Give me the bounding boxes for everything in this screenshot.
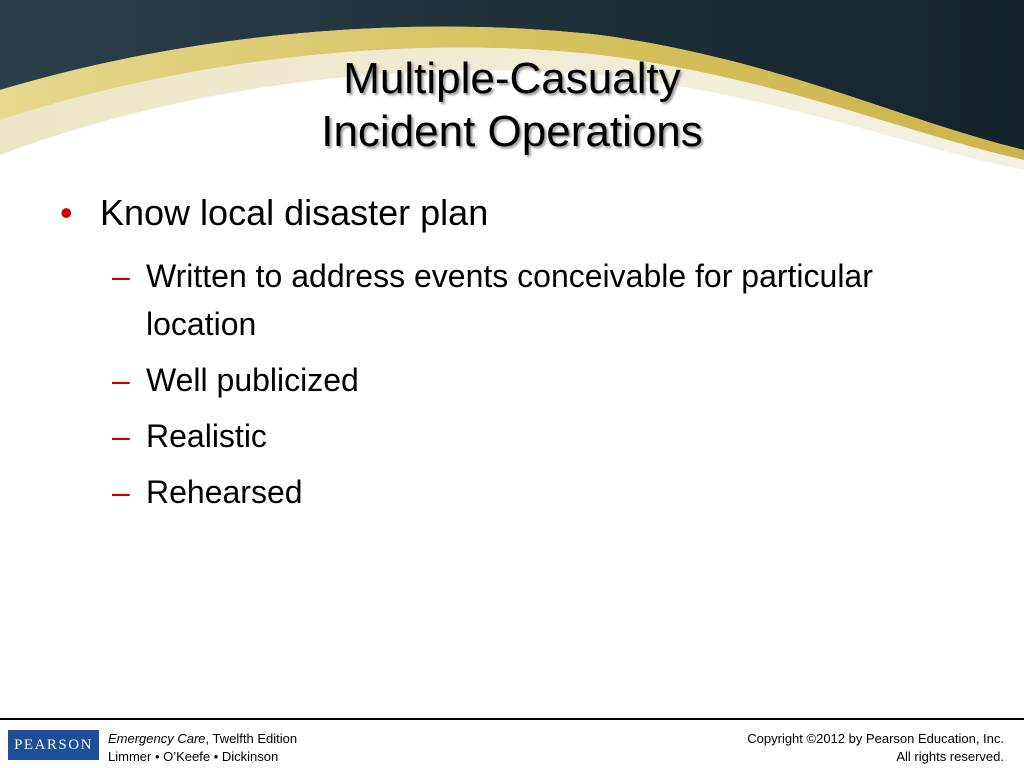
bullet-text: Know local disaster plan — [100, 192, 489, 233]
book-info — [108, 730, 297, 766]
sub-bullet-item — [112, 356, 912, 404]
book-edition: , Twelfth Edition — [205, 731, 298, 746]
slide-title-line2: Incident Operations — [321, 107, 703, 156]
pearson-logo: PEARSON — [8, 730, 99, 760]
book-title-line — [108, 730, 297, 748]
book-authors: Limmer • O’Keefe • Dickinson — [108, 749, 279, 764]
sub-bullet-item — [112, 468, 912, 516]
sub-bullet-marker: – — [112, 418, 130, 454]
sub-bullet-marker: – — [112, 474, 130, 510]
sub-bullet-text: Well publicized — [146, 362, 359, 398]
slide-title — [0, 52, 1024, 158]
sub-bullet-text: Written to address events conceivable for particular location — [146, 258, 873, 342]
sub-bullet-text: Rehearsed — [146, 474, 303, 510]
sub-bullet-item — [112, 412, 912, 460]
copyright-notice — [747, 730, 1004, 766]
bullet-marker: • — [60, 192, 73, 233]
copyright-line: Copyright ©2012 by Pearson Education, Inc. — [747, 731, 1004, 746]
sub-bullet-text: Realistic — [146, 418, 267, 454]
rights-line: All rights reserved. — [896, 749, 1004, 764]
book-title: Emergency Care — [108, 731, 206, 746]
bullet-item — [60, 191, 488, 235]
sub-bullet-marker: – — [112, 362, 130, 398]
sub-bullet-list — [112, 252, 912, 524]
sub-bullet-item — [112, 252, 912, 348]
slide-footer — [0, 720, 1024, 768]
slide-title-line1: Multiple-Casualty — [343, 54, 681, 103]
sub-bullet-marker: – — [112, 258, 130, 294]
